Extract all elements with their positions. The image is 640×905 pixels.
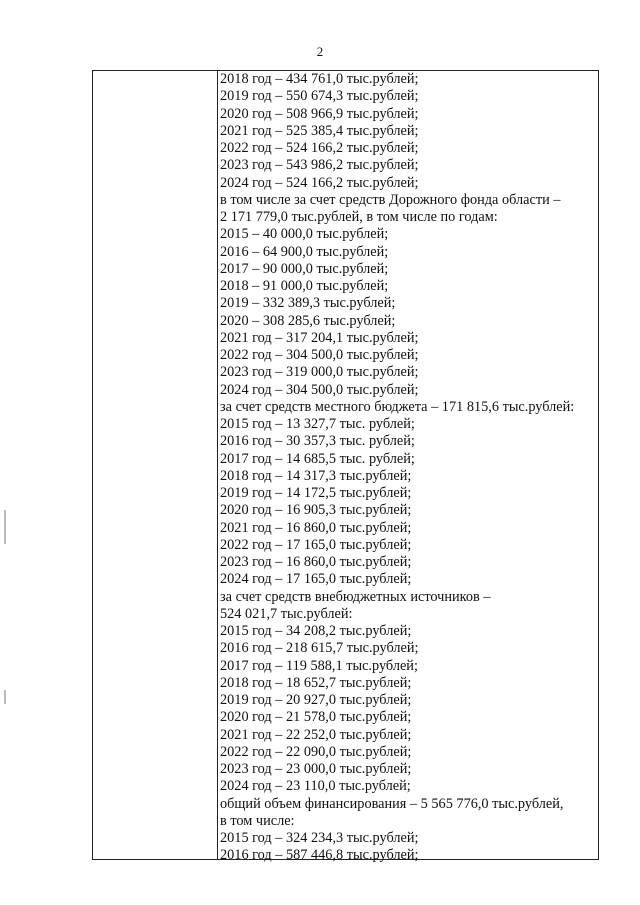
text-line: 2021 год – 22 252,0 тыс.рублей;: [220, 726, 412, 743]
text-line: 2020 год – 16 905,3 тыс.рублей;: [220, 502, 412, 519]
text-line: 2020 год – 508 966,9 тыс.рублей;: [220, 105, 419, 122]
text-line: 2022 год – 304 500,0 тыс.рублей;: [220, 347, 419, 363]
text-line: 2018 – 91 000,0 тыс.рублей;: [220, 278, 389, 294]
text-line: 2016 год – 30 357,3 тыс. рублей;: [220, 433, 415, 450]
text-line: 2023 год – 23 000,0 тыс.рублей;: [220, 761, 412, 777]
text-line: 524 021,7 тыс.рублей:: [220, 605, 353, 622]
table-left-column: [93, 71, 218, 859]
text-line: 2022 год – 17 165,0 тыс.рублей;: [220, 536, 412, 553]
text-line: 2022 год – 524 166,2 тыс.рублей;: [220, 140, 419, 156]
text-line: 2017 год – 14 685,5 тыс. рублей;: [220, 450, 415, 467]
page-number: 2: [316, 44, 324, 59]
text-line: 2024 год – 304 500,0 тыс.рублей;: [220, 381, 419, 398]
text-line: 2021 год – 317 204,1 тыс.рублей;: [220, 329, 419, 346]
text-line: за счет средств местного бюджета – 171 815,6 тыс.рублей:: [220, 398, 575, 415]
text-line: 2015 – 40 000,0 тыс.рублей;: [220, 226, 389, 243]
text-line: 2023 год – 543 986,2 тыс.рублей;: [220, 157, 419, 174]
text-line: 2023 год – 16 860,0 тыс.рублей;: [220, 554, 412, 570]
text-line: 2015 год – 324 234,3 тыс.рублей;: [220, 830, 419, 846]
text-line: 2018 год – 14 317,3 тыс.рублей;: [220, 467, 412, 484]
text-line: 2016 – 64 900,0 тыс.рублей;: [220, 243, 389, 260]
text-line: 2019 год – 14 172,5 тыс.рублей;: [220, 485, 412, 501]
text-line: 2019 год – 550 674,3 тыс.рублей;: [220, 88, 419, 105]
text-line: 2024 год – 17 165,0 тыс.рублей;: [220, 571, 412, 588]
text-line: 2016 год – 218 615,7 тыс.рублей;: [220, 640, 419, 657]
text-line: 2019 год – 20 927,0 тыс.рублей;: [220, 692, 412, 708]
text-line: 2015 год – 34 208,2 тыс.рублей;: [220, 623, 412, 639]
text-line: 2024 год – 23 110,0 тыс.рублей;: [220, 778, 411, 795]
text-line: 2020 год – 21 578,0 тыс.рублей;: [220, 709, 412, 726]
text-line: 2019 – 332 389,3 тыс.рублей;: [220, 295, 396, 312]
text-line: общий объем финансирования – 5 565 776,0 тыс.рублей,: [220, 795, 564, 812]
text-line: 2015 год – 13 327,7 тыс. рублей;: [220, 416, 415, 432]
table-right-column: [218, 71, 598, 864]
text-line: 2023 год – 319 000,0 тыс.рублей;: [220, 364, 419, 381]
text-line: 2017 – 90 000,0 тыс.рублей;: [220, 260, 389, 277]
financing-table: [92, 70, 599, 864]
text-line: 2 171 779,0 тыс.рублей, в том числе по годам:: [220, 209, 498, 225]
text-line: 2017 год – 119 588,1 тыс.рублей;: [220, 657, 418, 674]
text-line: 2024 год – 524 166,2 тыс.рублей;: [220, 174, 419, 191]
text-line: в том числе:: [220, 812, 295, 829]
text-line: 2018 год – 434 761,0 тыс.рублей;: [220, 71, 419, 87]
text-line: 2022 год – 22 090,0 тыс.рублей;: [220, 743, 412, 760]
text-line: 2018 год – 18 652,7 тыс.рублей;: [220, 674, 412, 691]
text-line: 2021 год – 16 860,0 тыс.рублей;: [220, 519, 412, 536]
text-line: в том числе за счет средств Дорожного фонда области –: [220, 191, 561, 208]
text-line: 2020 – 308 285,6 тыс.рублей;: [220, 312, 396, 329]
text-line: за счет средств внебюджетных источников –: [220, 588, 491, 605]
scan-artifact: [4, 690, 6, 704]
scan-artifact: [4, 510, 6, 544]
text-line: 2021 год – 525 385,4 тыс.рублей;: [220, 122, 419, 139]
text-line: 2016 год – 587 446,8 тыс.рублей;: [220, 847, 419, 864]
